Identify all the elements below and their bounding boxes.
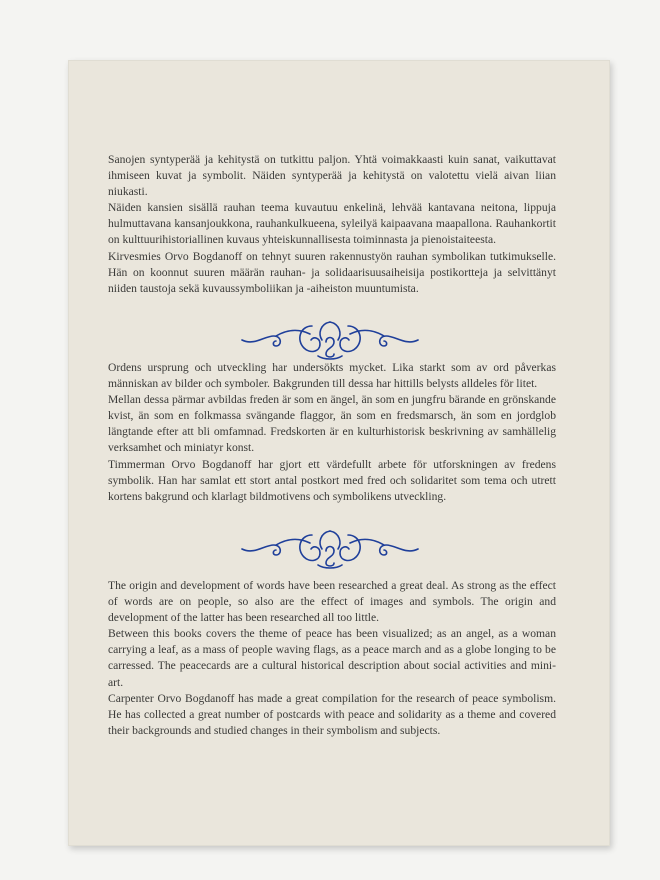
swedish-paragraph-3: Timmerman Orvo Bogdanoff har gjort ett värdefullt arbete för utforskningen av fredens symbolik. Han har samlat ett stort antal postkort med fred och solidaritet som tema och utrett kortens bakgrund och klarlagt bildmotivens och symbolikens utveckling. [108,457,556,503]
scroll-ornament-icon [240,316,420,360]
finnish-text-block [108,152,556,297]
scroll-ornament-icon [240,525,420,569]
finnish-paragraph-2: Näiden kansien sisällä rauhan teema kuvautuu enkelinä, lehvää kantavana neitona, lippuja hulmuttavana kansanjoukkona, rauhankulkueena, syleilyä kaipaavana maapallona. Rauhankortit on kulttuurihistoriallinen kuvaus yhteiskunnallisesta toiminnasta ja pienoistaiteesta. [108,201,556,247]
finnish-paragraph-3: Kirvesmies Orvo Bogdanoff on tehnyt suuren rakennustyön rauhan symbolikan tutkimukselle. Hän on koonnut suuren määrän rauhan- ja solidaarisuusaiheisija postikortteja ja selvittänyt niiden taustoja sekä kuvaussymboliikan ja -aiheiston muuntumista. [108,249,556,295]
english-paragraph-2: Between this books covers the theme of peace has been visualized; as an angel, as a woman carrying a leaf, as a mass of people waving flags, as a peace march and as a globe longing to be carressed. The peacecards are a cultural historical description about social activities and mini-art. [108,627,556,689]
english-paragraph-3: Carpenter Orvo Bogdanoff has made a great compilation for the research of peace symbolism. He has collected a great number of postcards with peace and solidarity as a theme and covered their backgrounds and studied changes in their symbolism and subjects. [108,691,556,737]
english-paragraph-1: The origin and development of words have been researched a great deal. As strong as the effect of words are on people, so also are the effect of images and symbols. The origin and development of the latter has been researched all too little. [108,579,556,625]
swedish-paragraph-2: Mellan dessa pärmar avbildas freden är som en ängel, än som en jungfru bärande en grönskande kvist, än som en folkmassa svängande flaggor, än som en fredsmarsch, än som en jordglob längtande efter att bli omfamnad. Fredskorten är en kulturhistorisk beskrivning av samhällelig verksamhet och miniatyr konst. [108,393,556,455]
finnish-paragraph-1: Sanojen syntyperää ja kehitystä on tutkittu paljon. Yhtä voimakkaasti kuin sanat, vaikuttavat ihmiseen kuvat ja symbolit. Näiden syntyperää ja kehitystä on valotettu vielä aivan liian niukasti. [108,153,556,199]
swedish-paragraph-1: Ordens ursprung och utveckling har undersökts mycket. Lika starkt som av ord påverkas människan av bilder och symboler. Bakgrunden till dessa har hittills belysts alldeles för litet. [108,361,556,391]
swedish-text-block [108,360,556,505]
english-text-block [108,578,556,739]
